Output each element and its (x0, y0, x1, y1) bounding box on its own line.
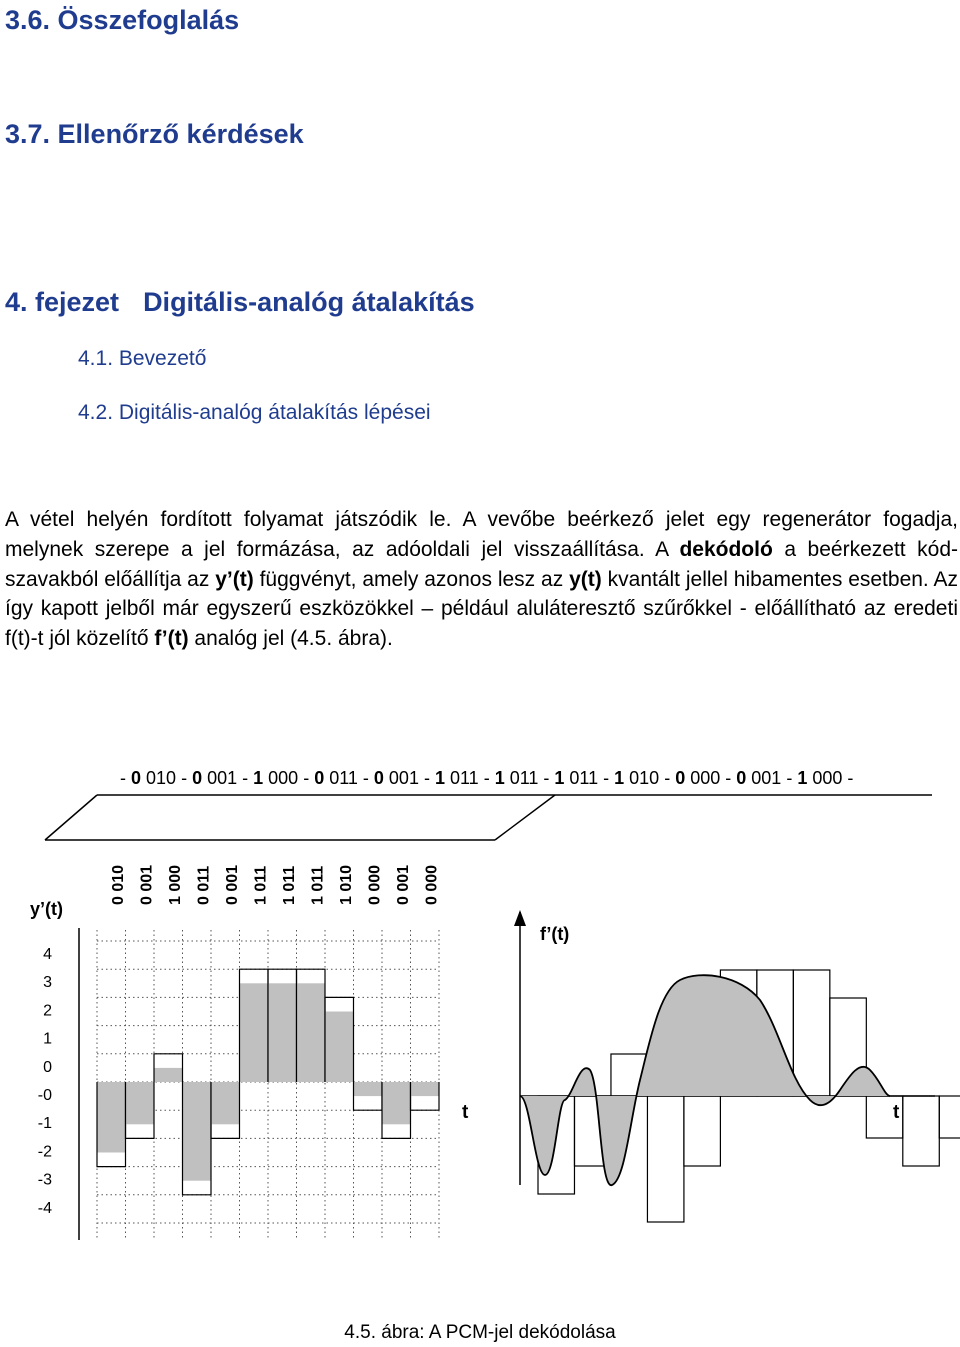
heading-3-7: 3.7. Ellenőrző kérdések (5, 119, 304, 149)
y-tick-label: 3 (43, 974, 52, 992)
codeword-label: 1 000 (167, 864, 184, 905)
heading-4-2: 4.2. Digitális-analóg átalakítás lépései (78, 401, 431, 424)
para-text-2: a beérkezett kód-szavakból előállítja az (5, 537, 958, 591)
stream-sign-bit: 1 (797, 768, 808, 788)
f-step-rect (939, 1096, 960, 1138)
y-tick-label: -3 (37, 1171, 52, 1189)
f-axis-label: f’(t) (540, 924, 570, 944)
f-prime-chart (514, 910, 960, 1222)
y-prime-chart (30, 899, 469, 1240)
stream-sign-bit: 0 (373, 768, 384, 788)
stream-sign-bit: 1 (253, 768, 264, 788)
y-tick-label: 2 (43, 1002, 52, 1020)
para-text-3: függvényt, amely azonos lesz az (253, 567, 570, 591)
codeword-label: 0 001 (395, 864, 412, 905)
stream-sep: - (357, 768, 374, 788)
stream-sep: - (120, 768, 131, 788)
stream-sign-bit: 1 (434, 768, 445, 788)
y-bar-fill (154, 1068, 183, 1082)
stream-sign-bit: 0 (736, 768, 747, 788)
stream-sep: - (842, 768, 854, 788)
y-bar-fill (411, 1082, 440, 1096)
stream-bits: 000 (807, 768, 843, 788)
codeword-label: 0 001 (224, 864, 241, 905)
y-bar-fill (354, 1082, 383, 1096)
codeword-label: 0 010 (110, 864, 127, 905)
y-tick-label: 0 (43, 1058, 52, 1076)
chapter-number: 4. fejezet (5, 287, 120, 317)
y-tick-label: 1 (43, 1030, 52, 1048)
stream-bits: 000 (263, 768, 299, 788)
heading-3-6: 3.6. Összefoglalás (5, 5, 240, 35)
t-axis-label: t (462, 1102, 469, 1123)
stream-sign-bit: 0 (192, 768, 203, 788)
stream-sign-bit: 1 (614, 768, 625, 788)
figure-caption: 4.5. ábra: A PCM-jel dekódolása (344, 1322, 616, 1343)
stream-bits: 001 (383, 768, 419, 788)
stream-sep: - (781, 768, 798, 788)
term-f-prime: f’(t) (154, 627, 189, 651)
y-bar-fill (240, 983, 269, 1082)
pcm-stream-text (120, 768, 853, 788)
codeword-label: 0 000 (423, 864, 441, 905)
bracket-left (45, 795, 97, 840)
stream-bits: 010 (624, 768, 660, 788)
term-y-prime: y’(t) (215, 567, 254, 591)
codeword-label: 1 011 (309, 865, 327, 905)
codeword-label: 0 000 (366, 864, 384, 905)
stream-sep: - (598, 768, 615, 788)
chapter-title: Digitális-analóg átalakítás (143, 287, 475, 317)
bracket-right (495, 795, 555, 840)
stream-bits: 000 (685, 768, 721, 788)
y-bar-fill (211, 1082, 240, 1124)
y-tick-label: -0 (37, 1087, 52, 1104)
stream-sign-bit: 1 (494, 768, 505, 788)
stream-bits: 011 (504, 768, 539, 788)
heading-4-1: 4.1. Bevezető (78, 347, 207, 370)
codeword-label: 1 010 (338, 864, 355, 905)
stream-sep: - (659, 768, 676, 788)
codeword-label: 1 011 (281, 865, 298, 905)
codeword-labels (110, 865, 441, 905)
stream-sep: - (538, 768, 555, 788)
para-text-5: analóg jel (4.5. ábra). (188, 627, 393, 651)
y-bar-fill (126, 1082, 155, 1124)
y-tick-label: -2 (37, 1143, 52, 1161)
f-step-rect (647, 1096, 683, 1222)
stream-sep: - (478, 768, 495, 788)
f-step-rect (684, 1096, 720, 1166)
codeword-label: 1 011 (252, 865, 270, 905)
y-bar-fill (297, 983, 326, 1082)
y-bar-fill (183, 1082, 212, 1181)
stream-sep: - (298, 768, 315, 788)
y-tick-label: -4 (37, 1199, 52, 1217)
stream-sep: - (176, 768, 193, 788)
stream-bits: 001 (746, 768, 782, 788)
y-bar-fill (382, 1082, 411, 1124)
codeword-label: 0 001 (138, 864, 156, 905)
stream-sign-bit: 1 (554, 768, 565, 788)
y-tick-label: 4 (43, 946, 52, 963)
stream-sign-bit: 0 (675, 768, 686, 788)
y-bar-fill (325, 1012, 354, 1083)
y-axis-label: y’(t) (30, 899, 63, 919)
stream-bits: 010 (141, 768, 177, 788)
f-y-arrow (514, 910, 526, 926)
term-decoder: dekódoló (679, 537, 773, 561)
stream-sign-bit: 0 (131, 768, 142, 788)
stream-bits: 011 (324, 768, 358, 788)
para-text-4: kvantált jellel hibamentes esetben. Az így kapott jelből már egyszerű eszközökkel – például aluláteresztő szűrőkkel - előállítható az eredeti f(t)-t jól közelítő (5, 567, 958, 651)
para-text-1: A vétel helyén fordított folyamat játszódik le. A vevőbe beérkező jelet egy regenerátor fogadja, melynek szerepe a jel formázása, az adóoldali jel visszaállítása. A (5, 508, 958, 561)
y-tick-label: -1 (37, 1115, 52, 1133)
stream-bits: 001 (202, 768, 238, 788)
f-t-label: t (893, 1102, 900, 1123)
y-bar-fill (97, 1082, 126, 1153)
codeword-label: 0 011 (195, 865, 213, 905)
stream-sep: - (237, 768, 254, 788)
pcm-bit-stream (120, 768, 853, 788)
stream-bits: 011 (444, 768, 479, 788)
stream-sep: - (720, 768, 737, 788)
term-y: y(t) (569, 567, 602, 591)
stream-sign-bit: 0 (314, 768, 325, 788)
f-step-rect (903, 1096, 939, 1166)
y-bar-fill (268, 983, 297, 1082)
stream-sep: - (418, 768, 435, 788)
f-step-rect (793, 970, 829, 1096)
stream-bits: 011 (564, 768, 599, 788)
